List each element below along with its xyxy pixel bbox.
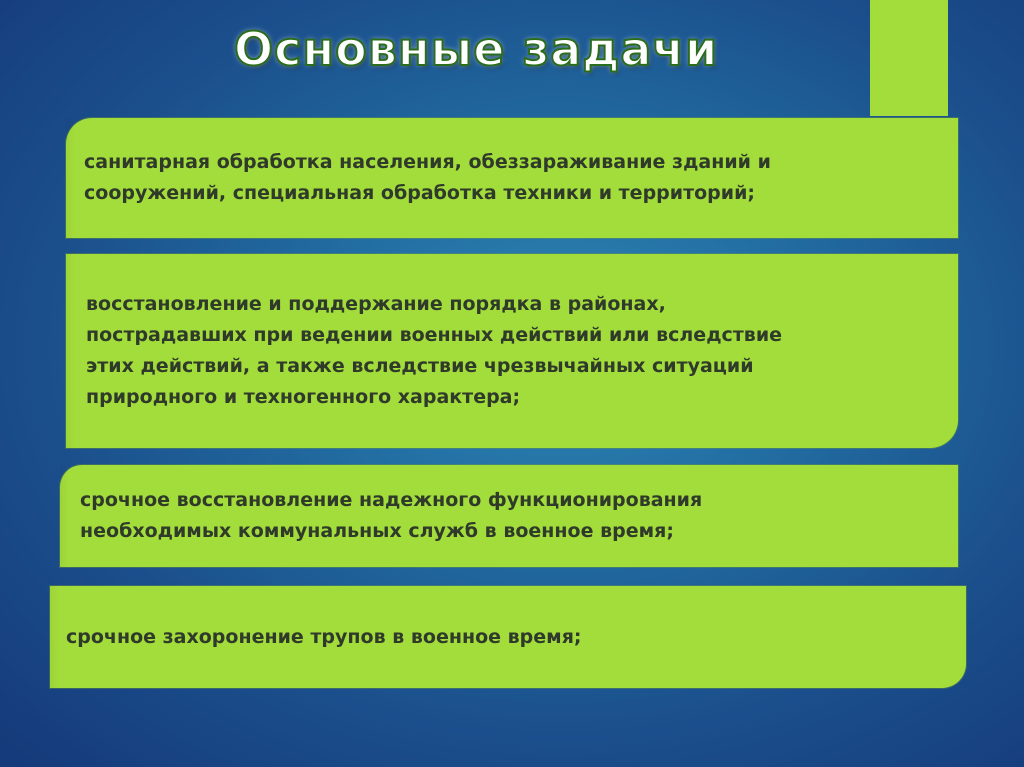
accent-bar xyxy=(870,0,948,116)
task-text-4: срочное захоронение трупов в военное время; xyxy=(66,625,582,648)
task-card-4 xyxy=(50,586,966,688)
task-card-1 xyxy=(66,118,958,238)
task-card-3 xyxy=(60,465,958,567)
task-text-1: санитарная обработка населения, обеззараживание зданий и сооружений, специальная обработка техники и территорий; xyxy=(84,151,771,204)
slide-title: Основные задачи xyxy=(234,22,719,76)
task-card-2 xyxy=(66,254,958,448)
task-text-3: срочное восстановление надежного функционирования необходимых коммунальных служб в военное время; xyxy=(80,489,703,542)
task-text-2: восстановление и поддержание порядка в районах, пострадавших при ведении военных действий или вследствие этих действий, а также вследствие чрезвычайных ситуаций природного и техногенного характера; xyxy=(86,293,783,408)
